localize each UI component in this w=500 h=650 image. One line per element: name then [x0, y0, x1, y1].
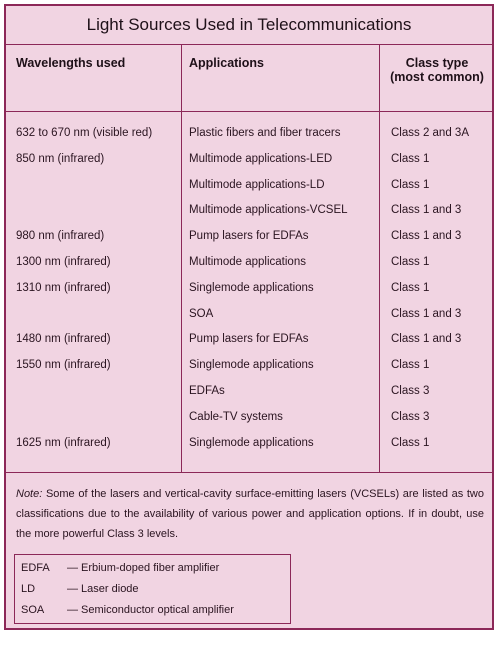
application-cell: EDFAs	[189, 384, 225, 397]
table-row	[6, 432, 492, 458]
header-class-line2: (most common)	[390, 70, 484, 84]
wavelength-cell: 632 to 670 nm (visible red)	[16, 127, 153, 139]
legend-definition: — Erbium-doped fiber amplifier	[67, 562, 220, 574]
application-cell: Pump lasers for EDFAs	[189, 230, 309, 243]
class-cell: Class 1	[391, 152, 430, 165]
header-applications: Applications	[189, 56, 265, 70]
application-cell: Pump lasers for EDFAs	[189, 333, 309, 346]
class-cell: Class 1	[391, 178, 430, 191]
table-row	[6, 406, 492, 432]
class-cell: Class 3	[391, 384, 430, 397]
table-row	[6, 380, 492, 406]
legend-abbreviation: EDFA	[21, 562, 50, 574]
application-cell: Cable-TV systems	[189, 410, 283, 423]
table-row	[6, 225, 492, 251]
wavelength-cell: 1625 nm (infrared)	[16, 436, 111, 449]
class-cell: Class 1 and 3	[391, 230, 462, 243]
table-row	[6, 277, 492, 303]
class-cell: Class 3	[391, 410, 430, 423]
abbreviation-legend	[14, 554, 291, 624]
table-row	[6, 148, 492, 174]
wavelength-cell: 1550 nm (infrared)	[16, 359, 111, 372]
legend-item	[21, 579, 290, 600]
legend-abbreviation: SOA	[21, 604, 45, 616]
application-cell: Multimode applications-LED	[189, 152, 333, 165]
class-cell: Class 2 and 3A	[391, 127, 469, 139]
wavelength-cell: 1480 nm (infrared)	[16, 333, 111, 346]
application-cell: Multimode applications	[189, 255, 306, 268]
note-paragraph	[16, 484, 484, 544]
application-cell: Singlemode applications	[189, 436, 314, 449]
application-cell: SOA	[189, 307, 214, 320]
table-title: Light Sources Used in Telecommunications	[6, 6, 492, 45]
application-cell: Plastic fibers and fiber tracers	[189, 127, 341, 139]
application-cell: Multimode applications-VCSEL	[189, 204, 348, 217]
table-row	[6, 199, 492, 225]
application-cell: Multimode applications-LD	[189, 178, 325, 191]
header-class-type	[384, 56, 490, 84]
class-cell: Class 1	[391, 281, 430, 294]
application-cell: Singlemode applications	[189, 359, 314, 372]
table-frame	[4, 4, 494, 630]
header-wavelengths: Wavelengths used	[16, 56, 126, 70]
header-class-line1: Class type	[405, 56, 469, 70]
wavelength-cell: 850 nm (infrared)	[16, 152, 105, 165]
class-cell: Class 1 and 3	[391, 204, 462, 217]
legend-definition: — Laser diode	[67, 583, 139, 595]
wavelength-cell: 1300 nm (infrared)	[16, 255, 111, 268]
class-cell: Class 1	[391, 255, 430, 268]
note-text: Some of the lasers and vertical-cavity surface-emitting lasers (VCSELs) are listed as two classifications due to the availability of various power and application options. If in doubt, use the more powerful Class 3 levels.	[16, 488, 484, 540]
table-row	[6, 251, 492, 277]
application-cell: Singlemode applications	[189, 281, 314, 294]
note-label: Note:	[16, 488, 43, 500]
legend-definition: — Semiconductor optical amplifier	[67, 604, 234, 616]
table-row	[6, 354, 492, 380]
class-cell: Class 1 and 3	[391, 333, 462, 346]
legend-item	[21, 600, 290, 621]
header-divider	[6, 111, 492, 112]
table-body	[6, 122, 492, 457]
wavelength-cell: 1310 nm (infrared)	[16, 281, 111, 294]
legend-abbreviation: LD	[21, 583, 36, 595]
table-row	[6, 303, 492, 329]
wavelength-cell: 980 nm (infrared)	[16, 230, 105, 243]
table-row	[6, 122, 492, 148]
class-cell: Class 1	[391, 436, 430, 449]
class-cell: Class 1	[391, 359, 430, 372]
table-row	[6, 174, 492, 200]
legend-item	[21, 558, 290, 579]
table-row	[6, 328, 492, 354]
body-divider	[6, 472, 492, 473]
class-cell: Class 1 and 3	[391, 307, 462, 320]
